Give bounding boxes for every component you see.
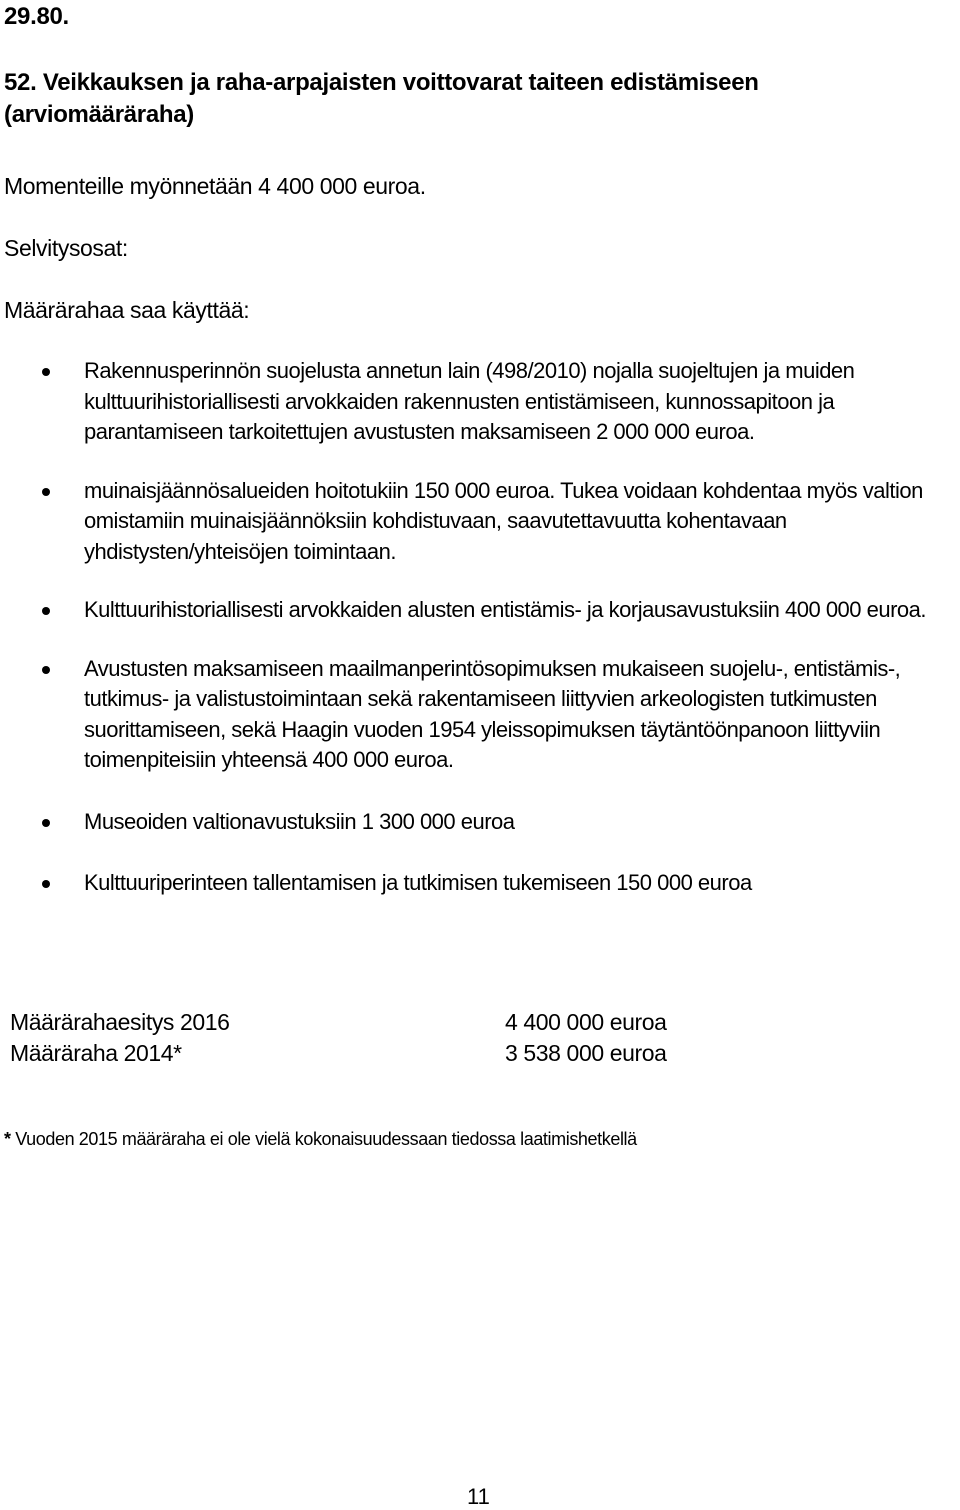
list-item — [0, 595, 960, 626]
list-item-text: Kulttuuriperinteen tallentamisen ja tutkimisen tukemiseen 150 000 euroa — [84, 870, 752, 895]
appropriation-label: Määräraha 2014* — [10, 1040, 182, 1066]
list-item-text: Avustusten maksamiseen maailmanperintösopimuksen mukaiseen suojelu-, entistämis-, tutkimus- ja valistustoimintaan sekä rakentamiseen liittyvien arkeologisten tutkimusten suorittamiseen, sekä Haagin vuoden 1954 yleissopimuksen täytäntöönpanoon liittyviin toimenpiteisiin yhteensä 400 000 euroa. — [84, 655, 901, 772]
list-item-text: Kulttuurihistoriallisesti arvokkaiden alusten entistämis- ja korjausavustuksiin 400 000 euroa. — [84, 597, 927, 622]
list-item — [0, 807, 960, 838]
list-item — [0, 654, 960, 776]
section-heading: 52. Veikkauksen ja raha-arpajaisten voittovarat taiteen edistämiseen (arviomääräraha) — [4, 69, 759, 128]
intro-paragraph: Momenteille myönnetään 4 400 000 euroa. — [4, 173, 426, 199]
list-item-text: Rakennusperinnön suojelusta annetun lain (498/2010) nojalla suojeltujen ja muiden kulttuurihistoriallisesti arvokkaiden rakennusten entistämiseen, kunnossapitoon ja parantamiseen tarkoitettujen avustusten maksamiseen 2 000 000 euroa. — [84, 358, 855, 444]
bullet-icon — [42, 819, 50, 827]
footnote-text: Vuoden 2015 määräraha ei ole vielä kokonaisuudessaan tiedossa laatimishetkellä — [10, 1129, 637, 1149]
list-item-text: Museoiden valtionavustuksiin 1 300 000 euroa — [84, 808, 515, 834]
usage-list — [0, 356, 960, 899]
appropriation-amount: 4 400 000 euroa — [505, 1009, 667, 1035]
bullet-icon — [42, 880, 50, 888]
bullet-icon — [42, 368, 50, 376]
footnote — [4, 1127, 637, 1151]
bullet-icon — [42, 607, 50, 615]
appropriation-amount: 3 538 000 euroa — [505, 1040, 667, 1066]
list-item — [0, 868, 960, 899]
list-item-text: muinaisjäännösalueiden hoitotukiin 150 000 euroa. Tukea voidaan kohdentaa myös valtion omistamiin muinaisjäännöksiin kohdistuvaan, saavutettavuutta kohentavaan yhdistysten/yhteisöjen toimintaan. — [84, 477, 923, 564]
section-number: 29.80. — [4, 3, 69, 30]
list-item — [0, 476, 960, 568]
bullet-icon — [42, 666, 50, 674]
explanation-label: Selvitysosat: — [4, 235, 128, 261]
page-number: 11 — [467, 1484, 490, 1509]
appropriation-label: Määrärahaesitys 2016 — [10, 1009, 230, 1035]
bullet-icon — [42, 488, 50, 496]
footnote-marker: * — [4, 1129, 11, 1149]
usage-label: Määrärahaa saa käyttää: — [4, 297, 250, 323]
list-item — [0, 356, 960, 448]
